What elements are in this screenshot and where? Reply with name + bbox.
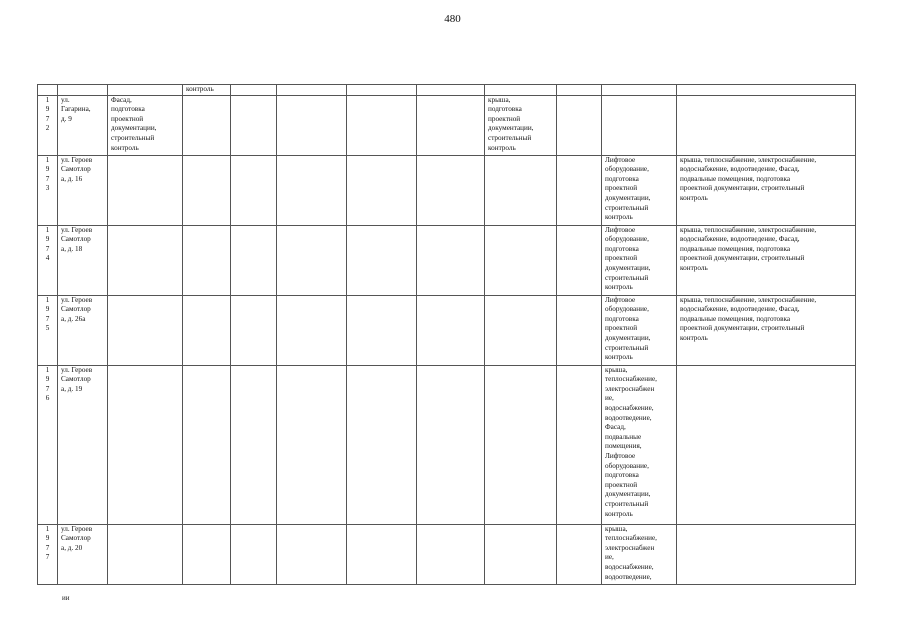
table-cell: контроль — [183, 85, 231, 96]
works-cell: крыша, теплоснабжение, электроснабжение, водоснабжение, водоотведение, Фасад, подвальные помещения, подготовка проектной документации, строительный контроль — [677, 295, 856, 365]
footer-mark: ии — [62, 594, 70, 602]
address-cell: ул. Героев Самотлор а, д. 19 — [58, 365, 108, 524]
empty-cell — [231, 365, 277, 524]
empty-cell — [557, 155, 602, 225]
works-cell — [485, 295, 557, 365]
empty-cell — [183, 524, 231, 584]
empty-cell — [347, 524, 417, 584]
empty-cell — [347, 225, 417, 295]
empty-cell — [183, 295, 231, 365]
works-cell — [108, 155, 183, 225]
table-cell — [58, 85, 108, 96]
empty-cell — [277, 225, 347, 295]
works-cell: Лифтовое оборудование, подготовка проектной документации, строительный контроль — [602, 295, 677, 365]
empty-cell — [231, 95, 277, 155]
address-cell: ул. Героев Самотлор а, д. 20 — [58, 524, 108, 584]
empty-cell — [277, 155, 347, 225]
empty-cell — [417, 365, 485, 524]
works-cell — [485, 524, 557, 584]
works-cell — [108, 524, 183, 584]
row-number: 1 9 7 6 — [38, 365, 58, 524]
table-row — [38, 365, 856, 524]
empty-cell — [183, 365, 231, 524]
works-cell — [485, 225, 557, 295]
empty-cell — [557, 225, 602, 295]
table-cell — [557, 85, 602, 96]
empty-cell — [277, 365, 347, 524]
empty-cell — [277, 524, 347, 584]
address-cell: ул. Героев Самотлор а, д. 26а — [58, 295, 108, 365]
table-cell — [602, 85, 677, 96]
table-cell — [277, 85, 347, 96]
address-cell: ул. Героев Самотлор а, д. 16 — [58, 155, 108, 225]
table-cell — [347, 85, 417, 96]
works-cell: Лифтовое оборудование, подготовка проектной документации, строительный контроль — [602, 225, 677, 295]
table-cell — [677, 85, 856, 96]
empty-cell — [231, 155, 277, 225]
table-row — [38, 95, 856, 155]
table-cell — [417, 85, 485, 96]
works-cell — [677, 524, 856, 584]
works-cell — [677, 365, 856, 524]
works-cell — [108, 225, 183, 295]
empty-cell — [347, 95, 417, 155]
table-row — [38, 155, 856, 225]
empty-cell — [417, 95, 485, 155]
empty-cell — [347, 365, 417, 524]
works-cell: крыша, теплоснабжение, электроснабжение, водоснабжение, водоотведение, Фасад, подвальные помещения, подготовка проектной документации, строительный контроль — [677, 225, 856, 295]
page-number: 480 — [444, 13, 461, 25]
row-number: 1 9 7 7 — [38, 524, 58, 584]
empty-cell — [183, 225, 231, 295]
works-cell: крыша, теплоснабжение, электроснабжен ие, водоснабжение, водоотведение, Фасад, подвальные помещения, Лифтовое оборудование, подготовка проектной документации, строительный контроль — [602, 365, 677, 524]
works-cell — [485, 365, 557, 524]
works-table — [37, 84, 856, 585]
empty-cell — [277, 295, 347, 365]
table-row — [38, 225, 856, 295]
works-cell: Фасад, подготовка проектной документации, строительный контроль — [108, 95, 183, 155]
address-cell: ул. Гагарина, д. 9 — [58, 95, 108, 155]
table-cell — [38, 85, 58, 96]
empty-cell — [347, 155, 417, 225]
table-cell — [108, 85, 183, 96]
empty-cell — [557, 95, 602, 155]
works-cell: Лифтовое оборудование, подготовка проектной документации, строительный контроль — [602, 155, 677, 225]
empty-cell — [277, 95, 347, 155]
works-cell — [602, 95, 677, 155]
empty-cell — [557, 524, 602, 584]
empty-cell — [183, 95, 231, 155]
works-cell: крыша, подготовка проектной документации, строительный контроль — [485, 95, 557, 155]
empty-cell — [417, 155, 485, 225]
works-cell — [108, 365, 183, 524]
table-row — [38, 295, 856, 365]
address-cell: ул. Героев Самотлор а, д. 18 — [58, 225, 108, 295]
empty-cell — [417, 295, 485, 365]
empty-cell — [231, 524, 277, 584]
empty-cell — [231, 295, 277, 365]
row-number: 1 9 7 5 — [38, 295, 58, 365]
table-row-header-continuation — [38, 85, 856, 96]
works-cell — [677, 95, 856, 155]
empty-cell — [557, 295, 602, 365]
works-cell: крыша, теплоснабжение, электроснабжение, водоснабжение, водоотведение, Фасад, подвальные помещения, подготовка проектной документации, строительный контроль — [677, 155, 856, 225]
table-row — [38, 524, 856, 584]
row-number: 1 9 7 2 — [38, 95, 58, 155]
empty-cell — [417, 225, 485, 295]
empty-cell — [183, 155, 231, 225]
works-cell: крыша, теплоснабжение, электроснабжен ие, водоснабжение, водоотведение, — [602, 524, 677, 584]
table-cell — [485, 85, 557, 96]
empty-cell — [557, 365, 602, 524]
table-cell — [231, 85, 277, 96]
row-number: 1 9 7 4 — [38, 225, 58, 295]
works-cell — [485, 155, 557, 225]
empty-cell — [417, 524, 485, 584]
empty-cell — [347, 295, 417, 365]
row-number: 1 9 7 3 — [38, 155, 58, 225]
empty-cell — [231, 225, 277, 295]
works-cell — [108, 295, 183, 365]
